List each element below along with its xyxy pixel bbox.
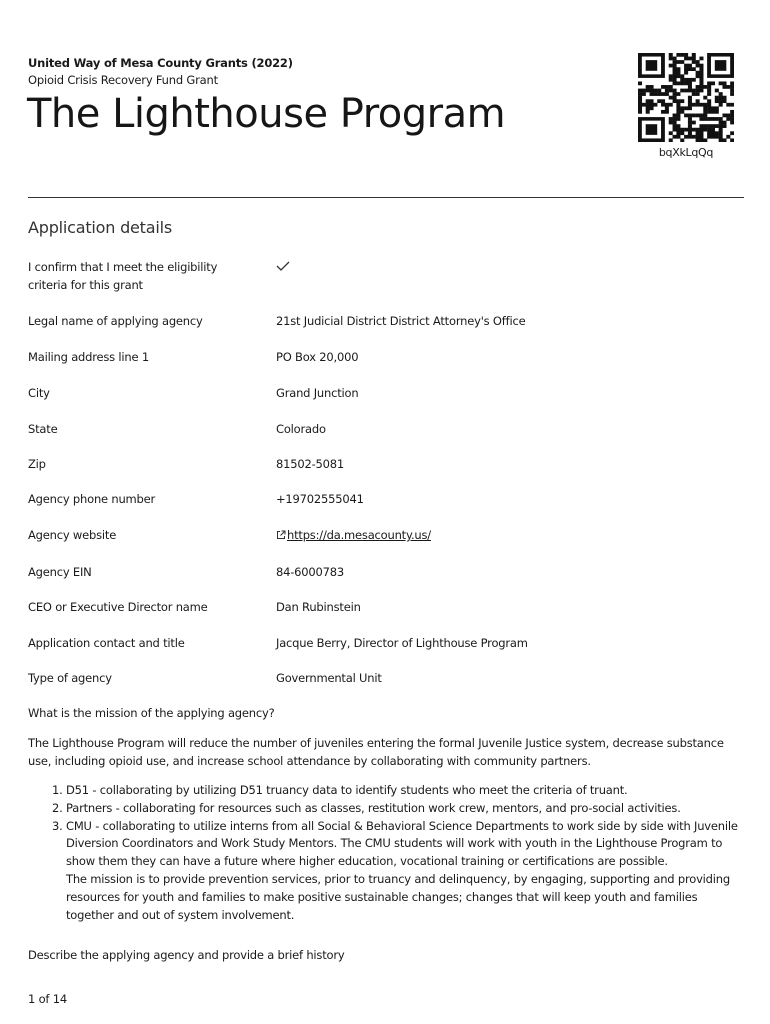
external-link-icon — [276, 530, 286, 540]
field-label-contact: Application contact and title — [28, 636, 185, 650]
field-value-website — [276, 526, 431, 544]
field-label-state: State — [28, 422, 58, 436]
field-label-ceo: CEO or Executive Director name — [28, 600, 208, 614]
mission-paragraph: The Lighthouse Program will reduce the number of juveniles entering the formal Juvenile Justice system, decrease substance use, including opioid use, and increase school attendance by collaborating with community partners. — [28, 736, 724, 768]
field-label-eligibility: I confirm that I meet the eligibility criteria for this grant — [28, 260, 218, 292]
list-item-text: CMU - collaborating to utilize interns from all Social & Behavioral Science Departments to work side by side with Juvenile Diversion Coordinators and Work Study Mentors. The CMU students will work with youth in the Lighthouse Program to show them they can have a future where higher education, vocational training or certifications are possible. — [66, 818, 738, 869]
page-title: The Lighthouse Program — [27, 91, 506, 137]
field-label-city: City — [28, 386, 50, 400]
field-value-state: Colorado — [276, 422, 326, 436]
agency-website-link[interactable]: https://da.mesacounty.us/ — [287, 528, 431, 542]
history-question: Describe the applying agency and provide a brief history — [28, 948, 345, 962]
field-label-mailing-address: Mailing address line 1 — [28, 350, 149, 364]
field-value-contact: Jacque Berry, Director of Lighthouse Program — [276, 636, 528, 650]
field-value-legal-name: 21st Judicial District District Attorney's Office — [276, 314, 526, 328]
field-value-city: Grand Junction — [276, 386, 359, 400]
check-icon — [276, 260, 290, 272]
header-divider — [28, 197, 744, 198]
field-label-phone: Agency phone number — [28, 492, 156, 506]
field-value-zip: 81502-5081 — [276, 457, 344, 471]
list-item: 1. D51 - collaborating by utilizing D51 truancy data to identify students who meet the criteria of truant. — [66, 782, 744, 800]
field-value-mailing-address: PO Box 20,000 — [276, 350, 359, 364]
field-label-legal-name: Legal name of applying agency — [28, 314, 203, 328]
qr-code-text: bqXkLqQq — [658, 146, 714, 159]
mission-question: What is the mission of the applying agency? — [28, 706, 275, 720]
field-label-website: Agency website — [28, 528, 117, 542]
page-number: 1 of 14 — [28, 992, 67, 1006]
field-value-phone: +19702555041 — [276, 492, 364, 506]
field-value-ein: 84-6000783 — [276, 565, 344, 579]
list-item: 2. Partners - collaborating for resources such as classes, restitution work crew, mentors, and pro-social activities. — [66, 800, 744, 818]
field-value-agency-type: Governmental Unit — [276, 671, 382, 685]
list-item — [66, 818, 744, 925]
field-value-ceo: Dan Rubinstein — [276, 600, 361, 614]
grant-subtitle: Opioid Crisis Recovery Fund Grant — [28, 73, 218, 87]
mission-list — [28, 782, 744, 924]
qr-code — [638, 53, 734, 142]
organization-name: United Way of Mesa County Grants (2022) — [28, 56, 293, 70]
field-label-ein: Agency EIN — [28, 565, 92, 579]
field-label-zip: Zip — [28, 457, 46, 471]
mission-closing: The mission is to provide prevention services, prior to truancy and delinquency, by engaging, supporting and providing resources for youth and families to make positive sustainable changes; changes that will keep youth and families together and out of system involvement. — [66, 871, 730, 922]
section-heading: Application details — [28, 218, 172, 237]
field-label-agency-type: Type of agency — [28, 671, 112, 685]
